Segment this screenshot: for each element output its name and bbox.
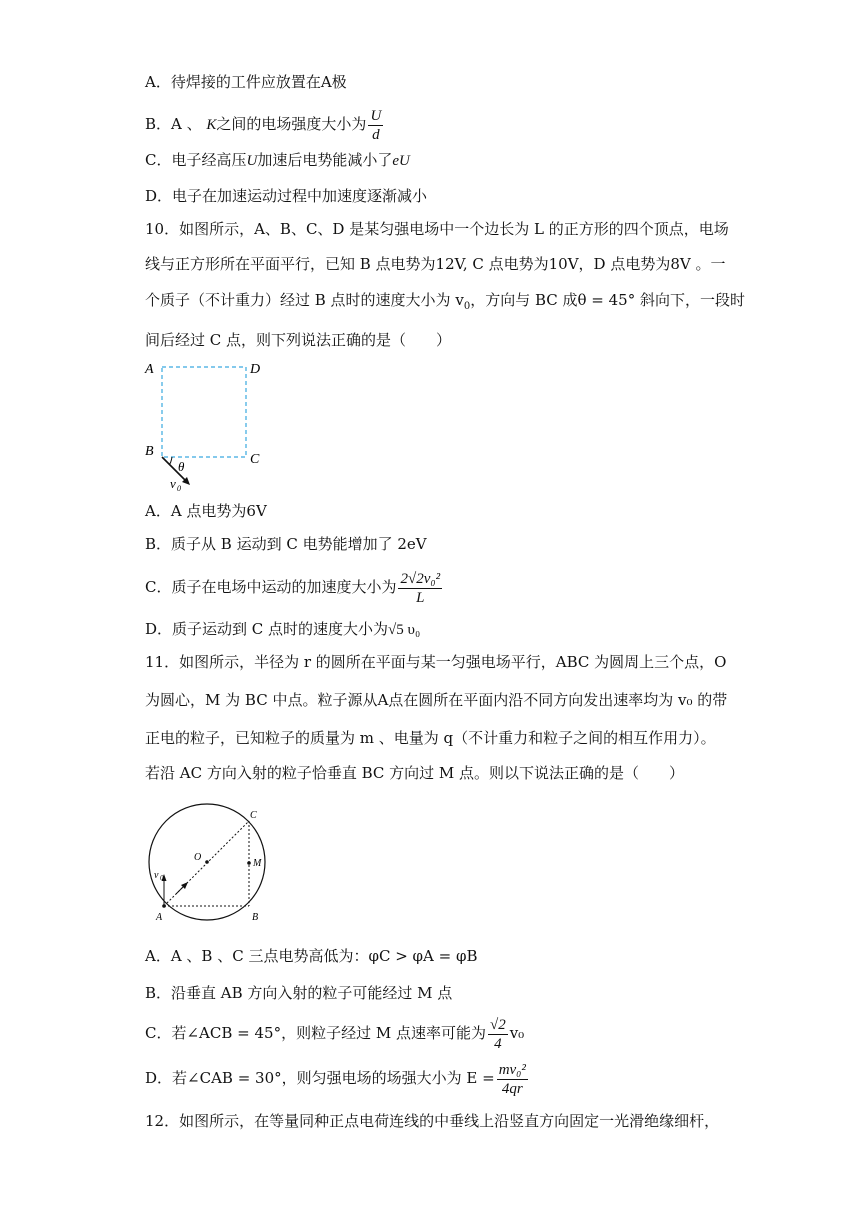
- q11-option-b: B．沿垂直 AB 方向入射的粒子可能经过 M 点: [145, 984, 453, 1002]
- q10-option-d: [145, 619, 420, 640]
- q9-option-b: [145, 104, 385, 145]
- q11-midpoint-m: [247, 861, 251, 865]
- q10-label-b: B: [145, 444, 154, 459]
- q10-label-v: v: [170, 476, 176, 491]
- q9-option-b-denominator: d: [372, 126, 380, 143]
- q9-option-b-prefix: B．A 、: [145, 115, 202, 133]
- q9-option-b-fraction: [368, 107, 383, 144]
- q11-option-d-denominator: 4qr: [501, 1080, 523, 1097]
- q11-label-v-sub: 0: [160, 874, 164, 882]
- q11-center-point: [205, 860, 209, 864]
- q11-option-c-denominator: 4: [494, 1035, 502, 1052]
- q10-square: [162, 367, 246, 457]
- q10-option-c-numerator: 2√2v₀²: [400, 570, 441, 587]
- q11-label-b: B: [252, 912, 259, 923]
- q12-stem-line1: 12．如图所示，在等量同种正点电荷连线的中垂线上沿竖直方向固定一光滑绝缘细杆，: [145, 1112, 720, 1130]
- q9-option-c: [145, 150, 410, 171]
- q10-label-a: A: [145, 362, 154, 377]
- q11-label-m: M: [253, 858, 262, 869]
- q10-angle-arc: [169, 457, 172, 465]
- q11-stem-line1: 11．如图所示，半径为 r 的圆所在平面与某一匀强电场平行，ABC 为圆周上三个点，O: [145, 653, 727, 671]
- q9-option-d: D．电子在加速运动过程中加速度逐渐减小: [145, 187, 428, 205]
- q10-option-c-fraction: [398, 570, 442, 607]
- q11-circle-figure: [140, 802, 280, 927]
- q11-option-d-fraction: [497, 1061, 528, 1098]
- q11-stem-line2: 为圆心，M 为 BC 中点。粒子源从A点在圆所在平面内沿不同方向发出速率均为 v₀ 的带: [145, 691, 728, 709]
- q9-option-c-eu: eU: [392, 153, 410, 169]
- q11-option-d-numerator: mv₀²: [498, 1061, 526, 1078]
- q11-label-c: C: [250, 810, 257, 821]
- q10-label-v-sub: 0: [177, 484, 181, 493]
- q10-option-c: [145, 566, 444, 608]
- q11-option-c-fraction: [488, 1016, 508, 1053]
- q11-label-v: v: [154, 870, 159, 881]
- q10-label-c: C: [250, 452, 260, 467]
- q9-option-a: A．待焊接的工件应放置在A极: [145, 73, 347, 91]
- q9-option-c-prefix: C．电子经高压: [145, 151, 247, 169]
- q11-label-a: A: [156, 912, 163, 923]
- q11-option-c-prefix: C．若∠ACB = 45°，则粒子经过 M 点速率可能为: [145, 1024, 486, 1042]
- q11-label-o: O: [194, 852, 202, 863]
- q10-square-figure: [140, 355, 280, 495]
- q11-stem-line4: 若沿 AC 方向入射的粒子恰垂直 BC 方向过 M 点。则以下说法正确的是（ ）: [145, 764, 685, 782]
- q11-stem-line3: 正电的粒子，已知粒子的质量为 m 、电量为 q（不计重力和粒子之间的相互作用力）。: [145, 729, 716, 747]
- q9-option-b-mid: 之间的电场强度大小为: [216, 115, 367, 133]
- q10-stem-line3-a: 个质子（不计重力）经过 B 点时的速度大小为 v: [145, 291, 464, 309]
- q10-option-c-prefix: C．质子在电场中运动的加速度大小为: [145, 578, 397, 596]
- q10-label-d: D: [250, 362, 261, 377]
- q9-option-c-u: U: [246, 153, 258, 169]
- q11-option-d: [145, 1057, 530, 1099]
- q10-stem-line2: 线与正方形所在平面平行，已知 B 点电势为12V, C 点电势为10V，D 点电势为8V 。一: [145, 255, 726, 273]
- q10-option-d-value: √5 υ₀: [388, 622, 421, 638]
- q10-option-c-denominator: L: [416, 589, 425, 606]
- q11-option-c-numerator: √2: [489, 1016, 506, 1033]
- q11-option-c-suffix: v₀: [509, 1024, 525, 1042]
- q9-option-b-numerator: U: [370, 107, 382, 124]
- q11-option-d-prefix: D．若∠CAB = 30°，则匀强电场的场强大小为 E =: [145, 1069, 495, 1087]
- q10-stem-line3-sub: 0: [463, 301, 471, 312]
- q10-option-b: B．质子从 B 运动到 C 电势能增加了 2eV: [145, 535, 427, 553]
- q9-option-b-k: K: [206, 117, 217, 133]
- q10-stem-line4: 间后经过 C 点，则下列说法正确的是（ ）: [145, 331, 452, 349]
- q9-option-c-mid: 加速后电势能减小了: [257, 151, 393, 169]
- q10-option-d-prefix: D．质子运动到 C 点时的速度大小为: [145, 620, 389, 638]
- q10-option-a: A．A 点电势为6V: [145, 502, 267, 520]
- q10-stem-line3-b: ，方向与 BC 成θ = 45° 斜向下，一段时: [470, 291, 745, 309]
- q10-stem-line1: 10．如图所示，A、B、C、D 是某匀强电场中一个边长为 L 的正方形的四个顶点，电场: [145, 220, 729, 238]
- q11-option-a: A．A 、B 、C 三点电势高低为：φC > φA = φB: [145, 947, 478, 965]
- q10-stem-line3: [145, 290, 745, 317]
- q10-label-theta: θ: [178, 459, 185, 474]
- q11-option-c: [145, 1012, 524, 1054]
